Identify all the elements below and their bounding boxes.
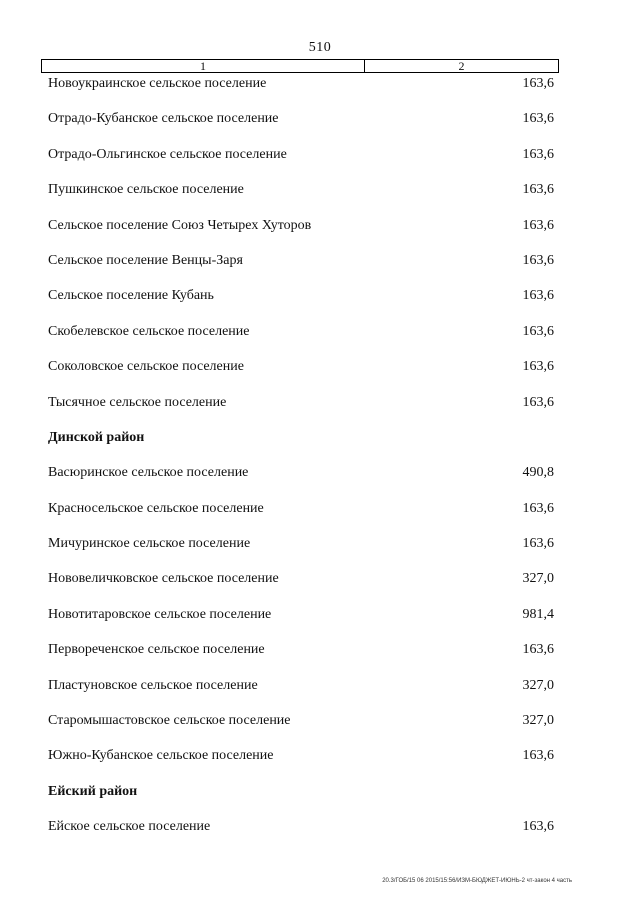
settlement-name: Нововеличковское сельское поселение: [48, 571, 279, 587]
settlement-name: Сельское поселение Кубань: [48, 288, 214, 304]
table-row: [0, 748, 640, 783]
settlement-name: Отрадо-Ольгинское сельское поселение: [48, 146, 287, 162]
settlement-name: Сельское поселение Венцы-Заря: [48, 252, 243, 268]
table-row: [0, 819, 640, 854]
district-name: Динской район: [48, 429, 145, 445]
amount-value: 163,6: [522, 394, 554, 410]
table-row: [0, 111, 640, 146]
table-row: [0, 253, 640, 288]
column-header-1: 1: [42, 60, 365, 72]
table-row: [0, 642, 640, 677]
settlement-name: Новотитаровское сельское поселение: [48, 606, 272, 622]
settlement-name: Соколовское сельское поселение: [48, 359, 244, 375]
settlement-name: Старомышастовское сельское поселение: [48, 713, 291, 729]
settlement-name: Скобелевское сельское поселение: [48, 323, 250, 339]
table-row: [0, 395, 640, 430]
table-row: [0, 501, 640, 536]
amount-value: 163,6: [522, 359, 554, 375]
table-row: [0, 218, 640, 253]
settlement-name: Пушкинское сельское поселение: [48, 182, 244, 198]
settlement-name: Мичуринское сельское поселение: [48, 536, 251, 552]
table-row: [0, 465, 640, 500]
amount-value: 163,6: [522, 76, 554, 91]
table-row: [0, 147, 640, 182]
settlement-name: Ейское сельское поселение: [48, 819, 211, 835]
page-number: 510: [308, 40, 332, 55]
settlement-name: Тысячное сельское поселение: [48, 394, 227, 410]
settlement-name: Новоукраинское сельское поселение: [48, 76, 267, 91]
settlement-name: Пластуновское сельское поселение: [48, 677, 258, 693]
settlement-name: Сельское поселение Союз Четырех Хуторов: [48, 217, 312, 233]
table-row: [0, 288, 640, 323]
amount-value: 327,0: [522, 713, 554, 729]
amount-value: 490,8: [522, 465, 554, 481]
footer-stamp: 20.3/ГОБ/15 06 2015/15:56/ИЗМ-БЮДЖЕТ-ИЮНЬ-2 чт-закон 4 часть: [382, 878, 572, 884]
settlement-name: Отрадо-Кубанское сельское поселение: [48, 111, 279, 127]
table-row: [0, 182, 640, 217]
table-row: [0, 359, 640, 394]
amount-value: 163,6: [522, 748, 554, 764]
district-name: Ейский район: [48, 783, 138, 799]
table-row: [0, 324, 640, 359]
settlement-name: Первореченское сельское поселение: [48, 642, 265, 658]
amount-value: 981,4: [522, 606, 554, 622]
amount-value: 163,6: [522, 217, 554, 233]
amount-value: 163,6: [522, 288, 554, 304]
column-header-2: 2: [458, 59, 465, 73]
amount-value: 163,6: [522, 111, 554, 127]
table-body: [0, 76, 640, 855]
table-row: [0, 607, 640, 642]
table-row: [0, 536, 640, 571]
amount-value: 327,0: [522, 571, 554, 587]
amount-value: 163,6: [522, 146, 554, 162]
amount-value: 163,6: [522, 182, 554, 198]
column-header-row: [41, 59, 559, 73]
amount-value: 163,6: [522, 252, 554, 268]
settlement-name: Васюринское сельское поселение: [48, 465, 249, 481]
amount-value: 163,6: [522, 642, 554, 658]
table-row: [0, 678, 640, 713]
district-heading-row: [0, 430, 640, 465]
amount-value: 163,6: [522, 536, 554, 552]
table-row: [0, 713, 640, 748]
table-row: [0, 571, 640, 606]
settlement-name: Южно-Кубанское сельское поселение: [48, 748, 274, 764]
district-heading-row: [0, 784, 640, 819]
amount-value: 163,6: [522, 500, 554, 516]
amount-value: 327,0: [522, 677, 554, 693]
table-row: [0, 76, 640, 111]
settlement-name: Красносельское сельское поселение: [48, 500, 264, 516]
amount-value: 163,6: [522, 323, 554, 339]
amount-value: 163,6: [522, 819, 554, 835]
